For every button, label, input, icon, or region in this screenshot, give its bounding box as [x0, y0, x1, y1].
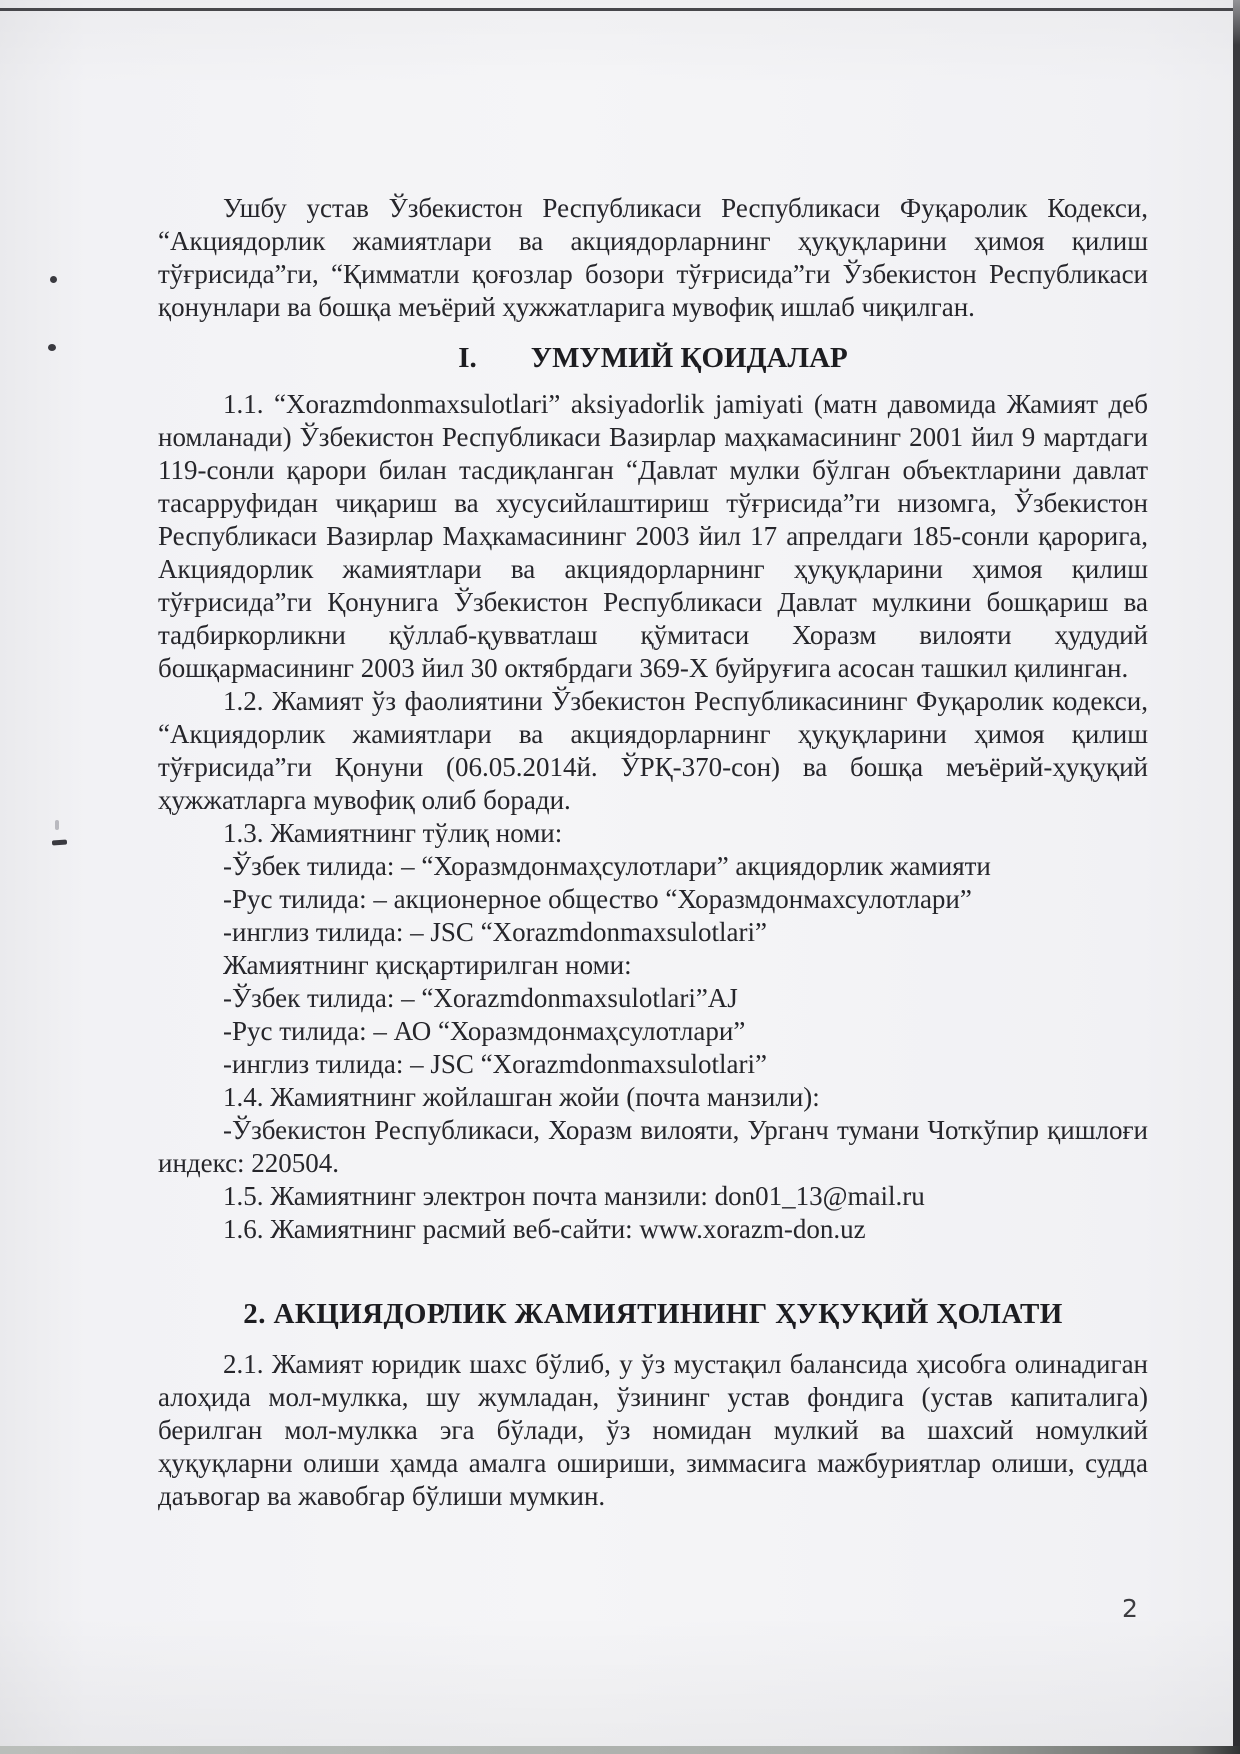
scan-edge-right-bar [1233, 0, 1240, 1754]
clause-1-4-intro: 1.4. Жамиятнинг жойлашган жойи (почта манзили): [223, 1082, 820, 1112]
section-1-numeral: I. [458, 342, 477, 374]
clause-2-1: 2.1. Жамият юридик шахс бўлиб, у ўз мустақил балансида ҳисобга олинадиган алоҳида мол-мулкка, шу жумладан, ўзининг устав фондига (устав капиталига) берилган мол-мулкка эга бўлади, ўз номидан мулкий ва шахсий номулкий ҳуқуқларни олиши ҳамда амалга ошириши, зиммасига мажбуриятлар олиши, судда даъвогар ва жавобгар бўлиши мумкин. [158, 1349, 1148, 1511]
full-name-uzbek: -Ўзбек тилида: – “Хоразмдонмаҳсулотлари” акциядорлик жамияти [223, 851, 991, 881]
page-number: 2 [1122, 1594, 1138, 1623]
scan-speck [48, 344, 56, 351]
section-1-title: УМУМИЙ ҚОИДАЛАР [530, 342, 848, 374]
short-name-uzbek: -Ўзбек тилида: – “Xorazmdonmaxsulotlari”AJ [223, 983, 738, 1013]
scan-speck [50, 276, 57, 283]
scan-edge-bottom-line [0, 1746, 1240, 1754]
full-name-russian: -Рус тилида: – акционерное общество “Хоразмдонмахсулотлари” [223, 884, 972, 914]
clause-1-3-intro: 1.3. Жамиятнинг тўлиқ номи: [223, 818, 563, 848]
clause-1-6-website: 1.6. Жамиятнинг расмий веб-сайти: www.xorazm-don.uz [223, 1214, 866, 1244]
section-2-heading: 2. АКЦИЯДОРЛИК ЖАМИЯТИНИНГ ҲУҚУҚИЙ ҲОЛАТИ [243, 1298, 1063, 1330]
short-name-english: -инглиз тилида: – JSC “Xorazmdonmaxsulotlari” [223, 1049, 768, 1079]
section-1-heading [158, 338, 1148, 378]
scan-speck [55, 820, 59, 830]
intro-paragraph: Ушбу устав Ўзбекистон Республикаси Республикаси Фуқаролик Кодекси, “Акциядорлик жамиятлари ва акциядорларнинг ҳуқуқларини ҳимоя қилиш тўғрисида”ги, “Қимматли қоғозлар бозори тўғрисида”ги Ўзбекистон Республикаси қонунлари ва бошқа меъёрий ҳужжатларига мувофиқ ишлаб чиқилган. [158, 193, 1148, 322]
clause-1-1: 1.1. “Xorazmdonmaxsulotlari” aksiyadorlik jamiyati (матн давомида Жамият деб номланади) Ўзбекистон Республикаси Вазирлар маҳкамасининг 2001 йил 9 мартдаги 119-сонли қарори билан тасдиқланган “Давлат мулки бўлган объектларини давлат тасарруфидан чиқариш ва хусусийлаштириш тўғрисида”ги низомга, Ўзбекистон Республикаси Вазирлар Маҳкамасининг 2003 йил 17 апрелдаги 185-сонли қарорига, Акциядорлик жамиятлари ва акциядорларнинг ҳуқуқларини ҳимоя қилиш тўғрисида”ги Қонунига Ўзбекистон Республикаси Давлат мулкини бошқариш ва тадбиркорликни қўллаб-қувватлаш қўмитаси Хоразм вилояти ҳудудий бошқармасининг 2003 йил 30 октябрдаги 369-Х буйруғига асосан ташкил қилинган. [158, 389, 1148, 683]
clause-1-5-email: 1.5. Жамиятнинг электрон почта манзили: don01_13@mail.ru [223, 1181, 925, 1211]
document-body [158, 192, 1148, 1513]
scan-speck [52, 839, 67, 845]
short-name-russian: -Рус тилида: – АО “Хоразмдонмаҳсулотлари” [223, 1016, 746, 1046]
short-name-intro: Жамиятнинг қисқартирилган номи: [223, 950, 632, 980]
full-name-english: -инглиз тилида: – JSC “Xorazmdonmaxsulotlari” [223, 917, 768, 947]
clause-1-2: 1.2. Жамият ўз фаолиятини Ўзбекистон Республикасининг Фуқаролик кодекси, “Акциядорлик жамиятлари ва акциядорларнинг ҳуқуқларини ҳимоя қилиш тўғрисида”ги Қонуни (06.05.2014й. ЎРҚ-370-сон) ва бошқа меъёрий-ҳуқуқий ҳужжатларга мувофиқ олиб боради. [158, 686, 1148, 815]
clause-1-4-address: -Ўзбекистон Республикаси, Хоразм вилояти, Урганч тумани Чоткўпир қишлоғи индекс: 220504. [158, 1115, 1148, 1178]
scan-edge-top-line [0, 8, 1240, 11]
